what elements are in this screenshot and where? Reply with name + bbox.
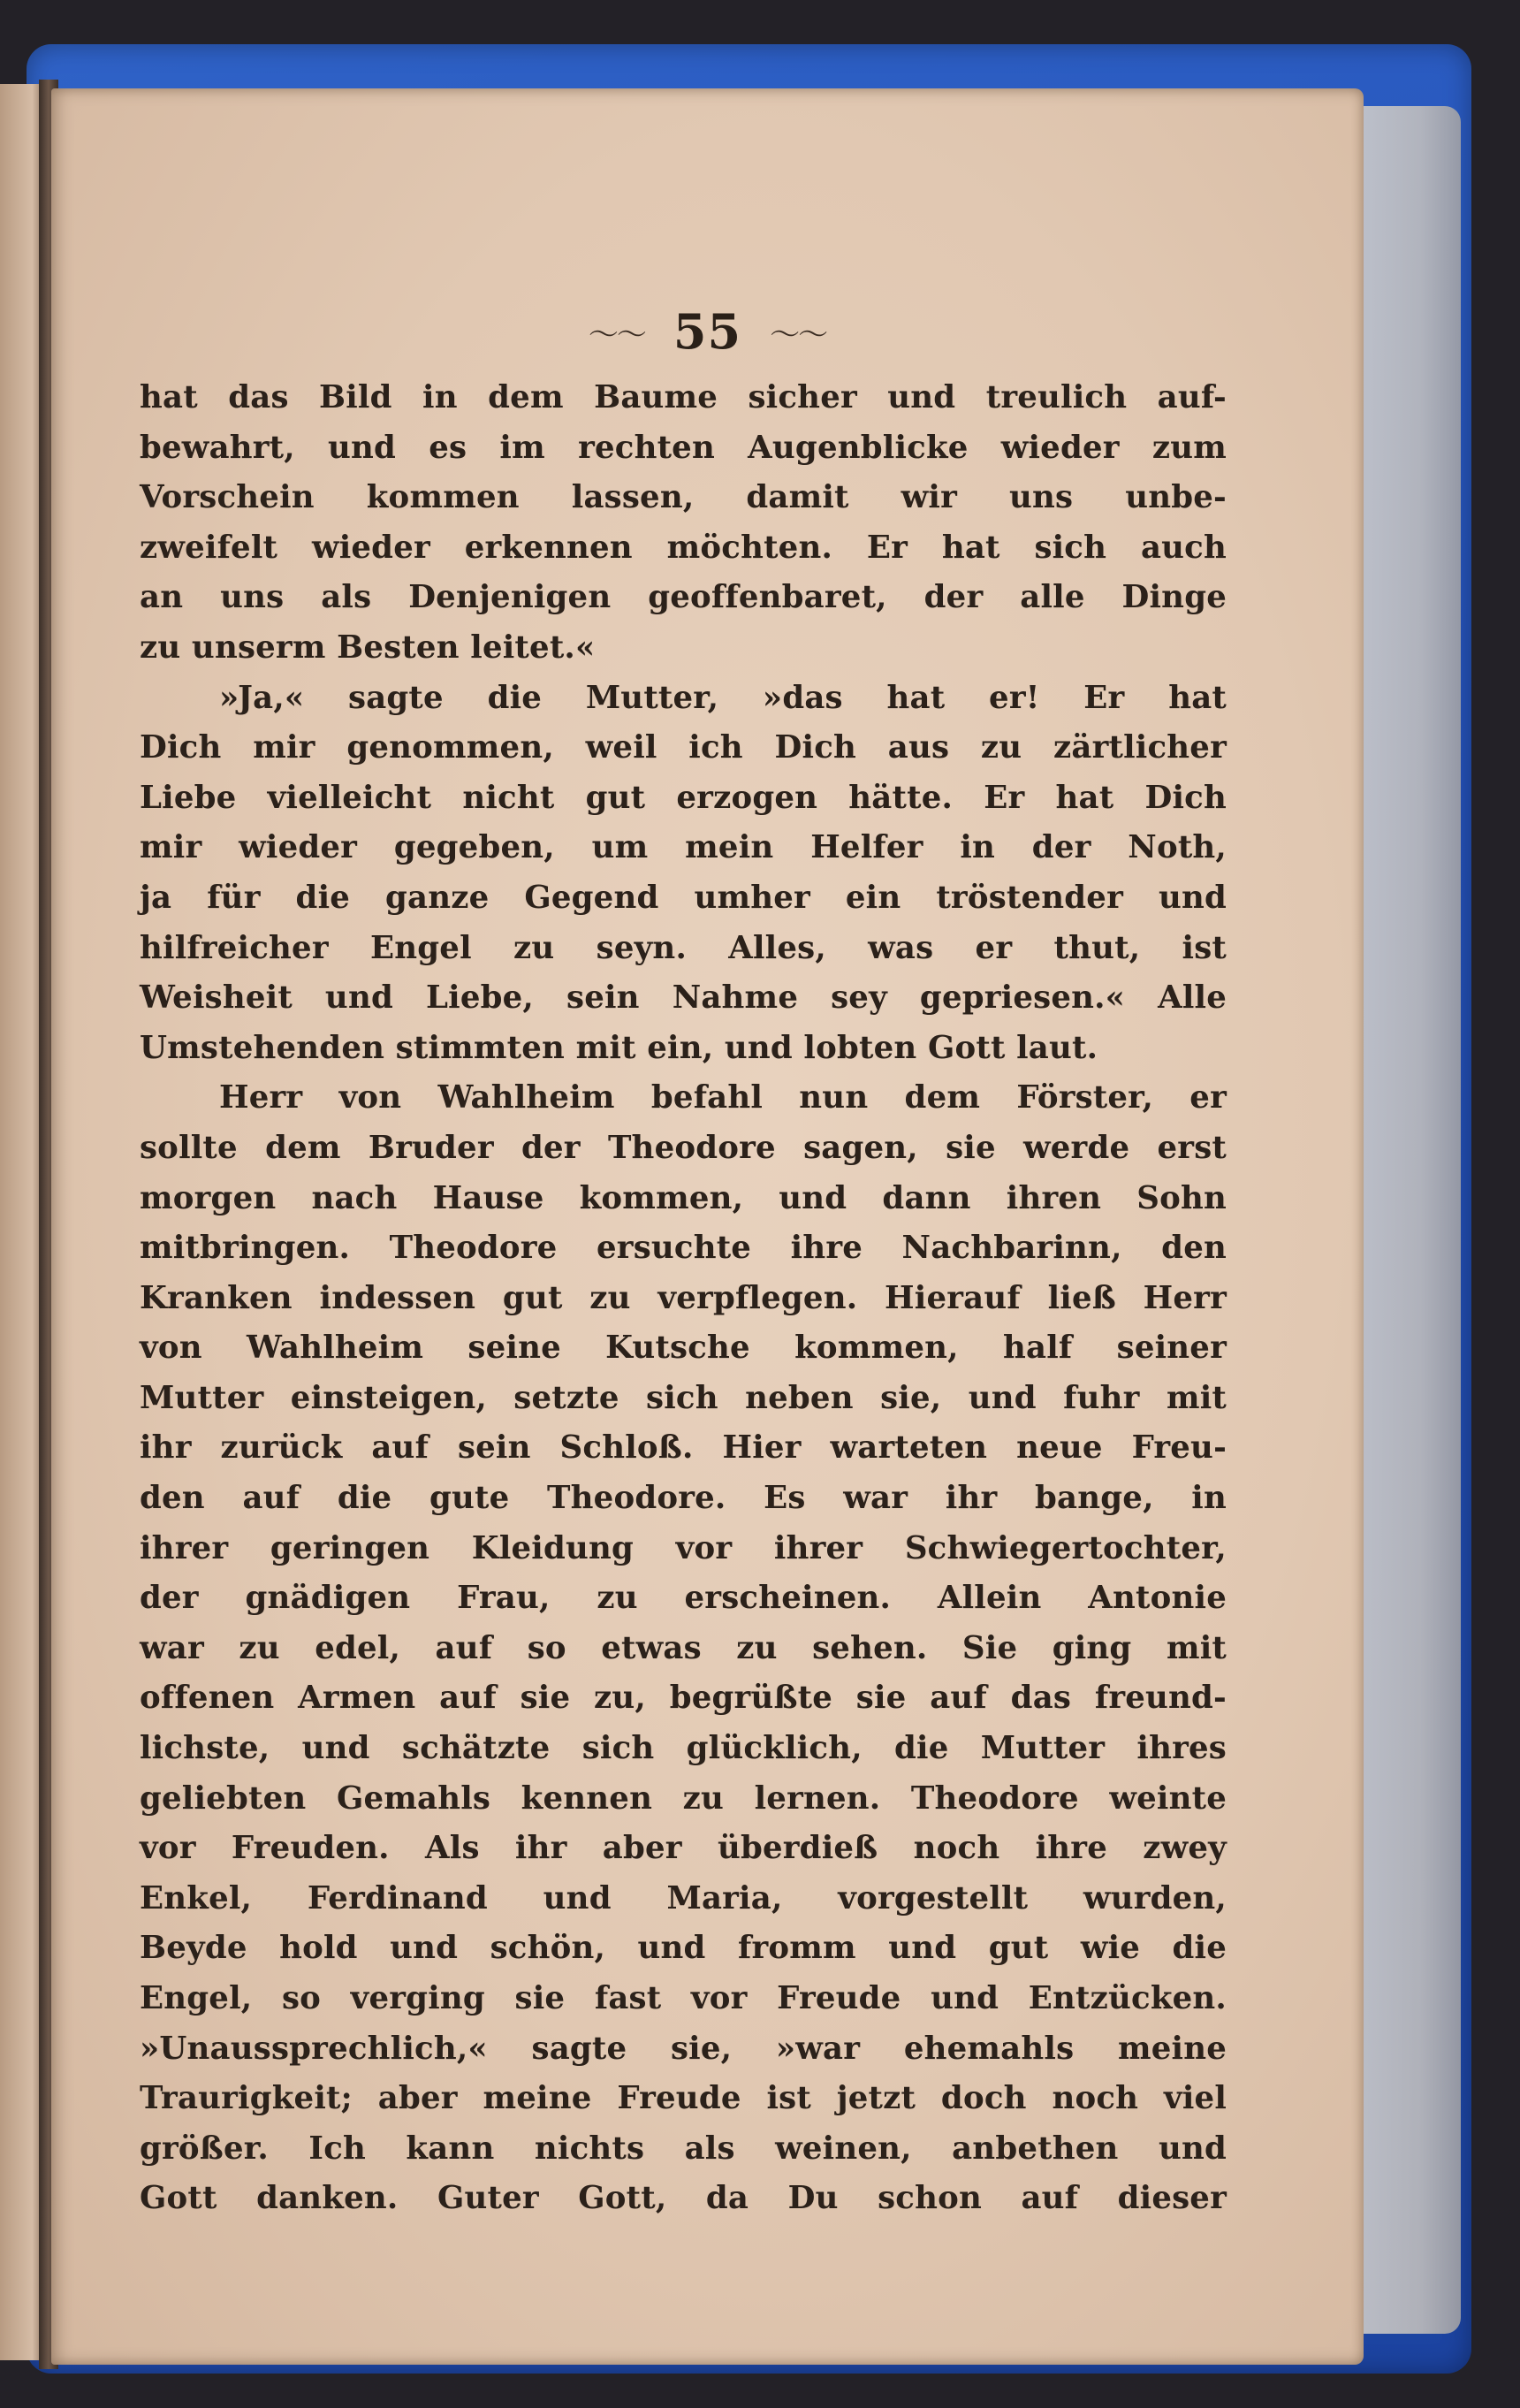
text-line: ihr zurück auf sein Schloß. Hier warteten neue Freu- <box>140 1429 1227 1467</box>
text-line: lichste, und schätzte sich glücklich, die Mutter ihres <box>140 1730 1227 1767</box>
text-line: zweifelt wieder erkennen möchten. Er hat sich auch <box>140 529 1227 566</box>
text-line: Mutter einsteigen, setzte sich neben sie, und fuhr mit <box>140 1379 1227 1416</box>
text-line: hat das Bild in dem Baume sicher und treulich auf- <box>140 379 1227 415</box>
text-line: Herr von Wahlheim befahl nun dem Förster, er <box>219 1079 1227 1116</box>
text-line: »Ja,« sagte die Mutter, »das hat er! Er hat <box>219 679 1227 716</box>
text-line: Vorschein kommen lassen, damit wir uns unbe- <box>140 479 1227 516</box>
text-line: war zu edel, auf so etwas zu sehen. Sie ging mit <box>140 1629 1227 1666</box>
text-line: von Wahlheim seine Kutsche kommen, half seiner <box>140 1330 1227 1367</box>
text-line: bewahrt, und es im rechten Augenblicke wieder zum <box>140 429 1227 466</box>
text-line: Enkel, Ferdinand und Maria, vorgestellt wurden, <box>140 1879 1227 1916</box>
text-line: ja für die ganze Gegend umher ein tröstender und <box>140 879 1227 916</box>
text-line: zu unserm Besten leitet.« <box>140 629 596 666</box>
text-line: Gott danken. Guter Gott, da Du schon auf dieser <box>140 2180 1227 2217</box>
text-line: Traurigkeit; aber meine Freude ist jetzt doch noch viel <box>140 2080 1227 2117</box>
text-line: vor Freuden. Als ihr aber überdieß noch ihre zwey <box>140 1830 1227 1867</box>
text-line: Beyde hold und schön, und fromm und gut wie die <box>140 1930 1227 1967</box>
text-line: den auf die gute Theodore. Es war ihr bange, in <box>140 1480 1227 1517</box>
text-line: geliebten Gemahls kennen zu lernen. Theodore weinte <box>140 1779 1227 1817</box>
page-edges <box>1359 106 1461 2334</box>
text-line: ihrer geringen Kleidung vor ihrer Schwiegertochter, <box>140 1529 1227 1566</box>
text-line: »Unaussprechlich,« sagte sie, »war ehemahls meine <box>140 2030 1227 2067</box>
book-page <box>51 88 1364 2365</box>
text-line: größer. Ich kann nichts als weinen, anbethen und <box>140 2130 1227 2167</box>
text-line: mir wieder gegeben, um mein Helfer in der Noth, <box>140 829 1227 866</box>
ornament-right: 〜〜 <box>770 316 827 353</box>
page-header <box>51 292 1364 371</box>
text-line: der gnädigen Frau, zu erscheinen. Allein Antonie <box>140 1580 1227 1617</box>
text-line: offenen Armen auf sie zu, begrüßte sie auf das freund- <box>140 1680 1227 1717</box>
text-line: Engel, so verging sie fast vor Freude und Entzücken. <box>140 1980 1227 2016</box>
text-line: Dich mir genommen, weil ich Dich aus zu zärtlicher <box>140 729 1227 766</box>
text-line: hilfreicher Engel zu seyn. Alles, was er thut, ist <box>140 929 1227 966</box>
text-line: morgen nach Hause kommen, und dann ihren Sohn <box>140 1179 1227 1216</box>
text-line: Kranken indessen gut zu verpflegen. Hierauf ließ Herr <box>140 1279 1227 1316</box>
text-line: sollte dem Bruder der Theodore sagen, sie werde erst <box>140 1129 1227 1166</box>
page-number: 55 <box>673 303 742 360</box>
text-line: mitbringen. Theodore ersuchte ihre Nachbarinn, den <box>140 1230 1227 1267</box>
text-line: Liebe vielleicht nicht gut erzogen hätte. Er hat Dich <box>140 779 1227 816</box>
text-line: Umstehenden stimmten mit ein, und lobten Gott laut. <box>140 1029 1098 1066</box>
body-text <box>140 373 1227 2224</box>
text-line: Weisheit und Liebe, sein Nahme sey gepriesen.« Alle <box>140 979 1227 1017</box>
text-line: an uns als Denjenigen geoffenbaret, der alle Dinge <box>140 579 1227 616</box>
ornament-left: 〜〜 <box>588 316 645 353</box>
